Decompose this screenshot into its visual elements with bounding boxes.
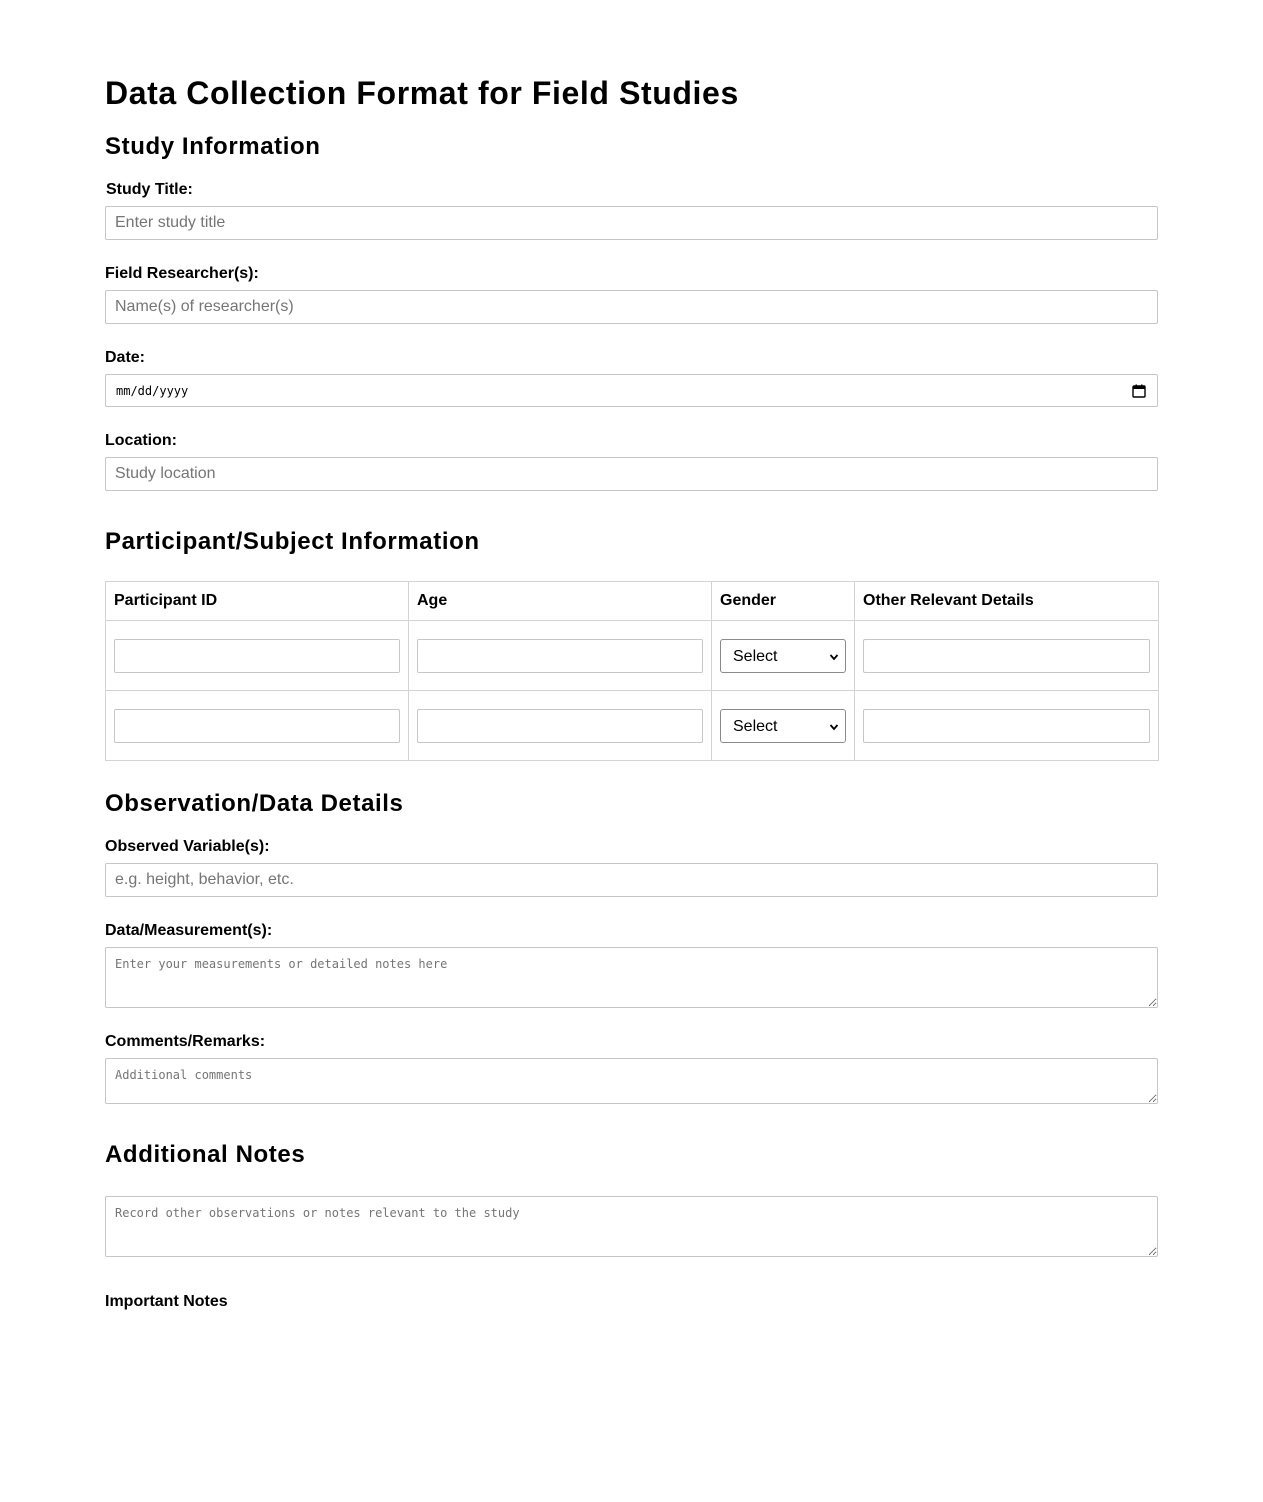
gender-select-value: Select: [733, 717, 778, 735]
important-notes-heading: Important Notes: [105, 1293, 228, 1310]
table-header-row: [106, 582, 1159, 621]
age-input[interactable]: [417, 639, 703, 673]
date-placeholder: mm/dd/yyyy: [116, 384, 189, 398]
date-input[interactable]: [105, 374, 1158, 407]
table-row: [106, 621, 1159, 691]
gender-select-value: Select: [733, 647, 778, 665]
comments-textarea[interactable]: [105, 1058, 1158, 1104]
gender-cell: [712, 691, 855, 761]
details-cell: [855, 621, 1159, 691]
study-information-heading: Study Information: [105, 133, 321, 160]
age-cell: [409, 621, 712, 691]
age-cell: [409, 691, 712, 761]
details-cell: [855, 691, 1159, 761]
details-input[interactable]: [863, 709, 1150, 743]
gender-select[interactable]: [720, 639, 846, 673]
column-header-age: Age: [409, 582, 712, 621]
gender-cell: [712, 621, 855, 691]
column-header-participant-id: Participant ID: [106, 582, 409, 621]
participant-information-heading: Participant/Subject Information: [105, 528, 480, 555]
page-title: Data Collection Format for Field Studies: [105, 75, 739, 111]
chevron-down-icon: [829, 652, 839, 662]
field-researchers-label: Field Researcher(s):: [105, 265, 259, 282]
calendar-icon[interactable]: [1132, 384, 1146, 398]
column-header-gender: Gender: [712, 582, 855, 621]
participants-table: [105, 581, 1159, 761]
date-label: Date:: [105, 349, 146, 366]
chevron-down-icon: [829, 722, 839, 732]
participant-id-cell: [106, 691, 409, 761]
age-input[interactable]: [417, 709, 703, 743]
observed-variables-input[interactable]: [105, 863, 1158, 897]
measurements-textarea[interactable]: [105, 947, 1158, 1008]
study-title-label: Study Title:: [106, 181, 193, 198]
participant-id-cell: [106, 621, 409, 691]
details-input[interactable]: [863, 639, 1150, 673]
field-researchers-input[interactable]: [105, 290, 1158, 324]
comments-label: Comments/Remarks:: [105, 1033, 266, 1050]
additional-notes-textarea[interactable]: [105, 1196, 1158, 1257]
location-input[interactable]: [105, 457, 1158, 491]
study-title-input[interactable]: [105, 206, 1158, 240]
location-label: Location:: [105, 432, 177, 449]
gender-select[interactable]: [720, 709, 846, 743]
form-page: [105, 0, 1158, 1310]
observed-variables-label: Observed Variable(s):: [105, 838, 270, 855]
participant-id-input[interactable]: [114, 639, 400, 673]
column-header-other-details: Other Relevant Details: [855, 582, 1159, 621]
participant-id-input[interactable]: [114, 709, 400, 743]
table-row: [106, 691, 1159, 761]
measurements-label: Data/Measurement(s):: [105, 922, 273, 939]
additional-notes-heading: Additional Notes: [105, 1141, 306, 1168]
observation-details-heading: Observation/Data Details: [105, 790, 404, 817]
